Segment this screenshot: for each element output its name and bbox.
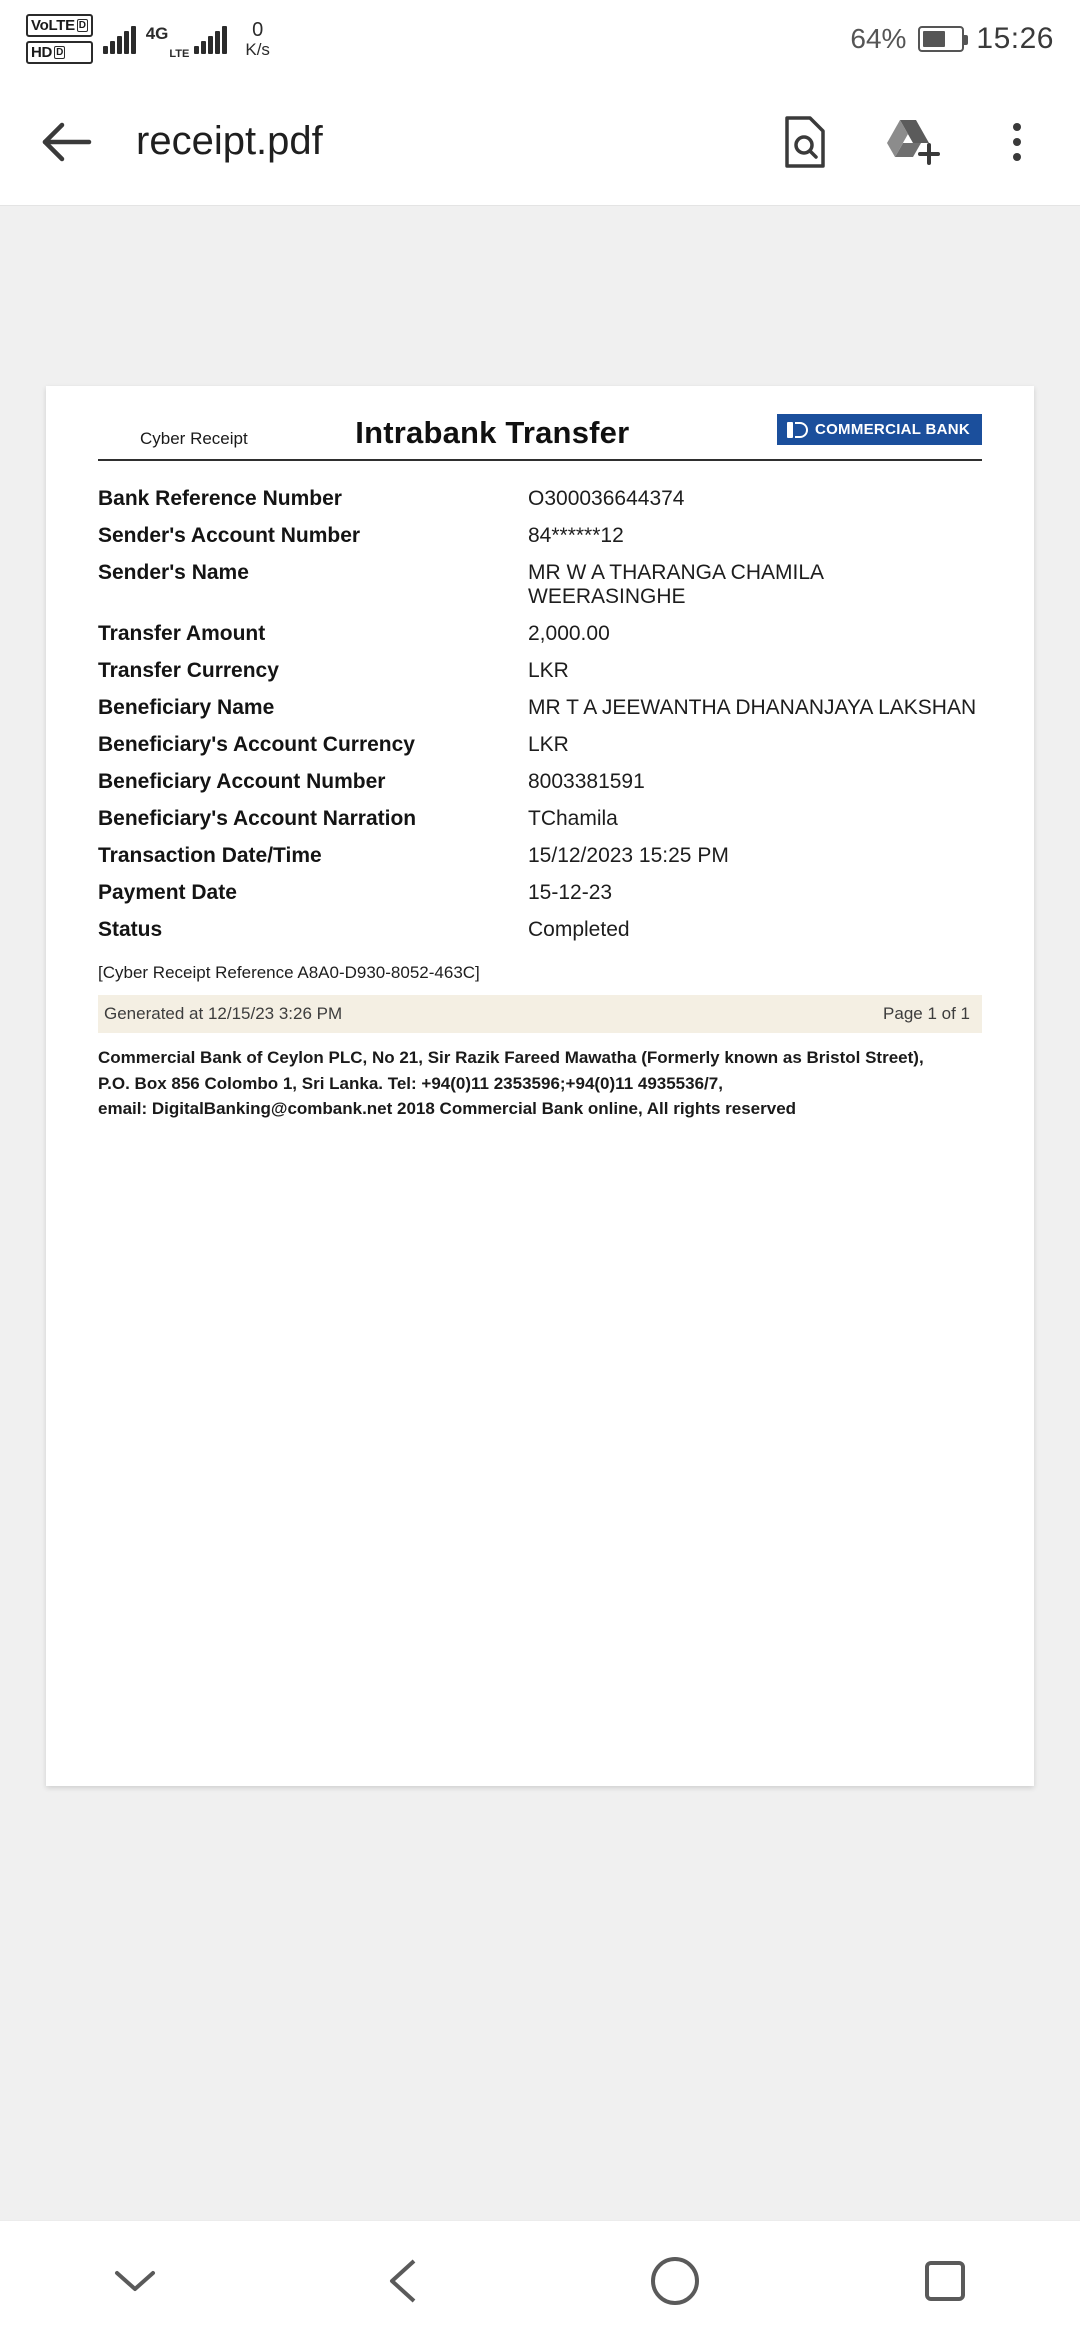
field-label: Status: [98, 918, 163, 941]
field-value: 15-12-23: [528, 881, 613, 904]
page-title: receipt.pdf: [136, 119, 323, 163]
field-label: Transfer Amount: [98, 622, 266, 645]
nav-home-circle-icon[interactable]: [615, 2236, 735, 2326]
commercial-bank-logo: [777, 414, 982, 445]
system-navigation-bar: [0, 2220, 1080, 2340]
volte-icon: [26, 14, 93, 37]
receipt-footer: [98, 1045, 982, 1122]
field-value: 2,000.00: [528, 622, 610, 645]
table-row: [98, 622, 982, 659]
field-value: LKR: [528, 733, 569, 756]
data-speed-value: 0: [252, 18, 264, 41]
hd-sub: D: [56, 47, 63, 58]
cyber-receipt-reference: [Cyber Receipt Reference A8A0-D930-8052-463C]: [98, 963, 480, 982]
status-bar-left: [26, 14, 270, 64]
table-row: [98, 659, 982, 696]
receipt-header: [98, 414, 982, 459]
field-value: 84******12: [528, 524, 624, 547]
pdf-page: [46, 386, 1034, 1786]
hd-icon: [26, 41, 93, 64]
field-label: Beneficiary's Account Narration: [98, 807, 417, 830]
field-label: Bank Reference Number: [98, 487, 342, 510]
table-row: [98, 561, 982, 622]
table-row: [98, 733, 982, 770]
table-row: [98, 770, 982, 807]
field-label: Transaction Date/Time: [98, 844, 322, 867]
app-bar-actions: [776, 113, 1046, 171]
field-value: 15/12/2023 15:25 PM: [528, 844, 729, 867]
field-label: Payment Date: [98, 881, 237, 904]
network-type-label: 4G: [145, 24, 169, 43]
field-value: LKR: [528, 659, 569, 682]
bank-logo-text: COMMERCIAL BANK: [814, 421, 970, 438]
table-row: [98, 696, 982, 733]
status-bar-right: [850, 22, 1054, 56]
battery-percent-label: 64%: [850, 23, 907, 54]
more-options-icon[interactable]: [988, 113, 1046, 171]
signal-bars-sim1-icon: [103, 24, 136, 54]
field-label: Beneficiary Account Number: [98, 770, 386, 793]
field-label: Beneficiary Name: [98, 696, 275, 719]
nav-back-triangle-icon[interactable]: [345, 2236, 465, 2326]
drive-add-icon[interactable]: [882, 113, 940, 171]
network-subtype-label: LTE: [169, 48, 190, 60]
receipt-fields-table: [98, 487, 982, 955]
field-value: O300036644374: [528, 487, 685, 510]
app-bar: [0, 78, 1080, 206]
table-row: [98, 881, 982, 918]
field-label: Beneficiary's Account Currency: [98, 733, 415, 756]
clock-label: 15:26: [976, 22, 1054, 55]
data-speed-unit: K/s: [245, 39, 270, 59]
nav-recents-square-icon[interactable]: [885, 2236, 1005, 2326]
bank-logo-mark-icon: [787, 422, 808, 438]
field-label: Sender's Account Number: [98, 524, 361, 547]
back-arrow-icon[interactable]: [34, 110, 98, 174]
header-divider: [98, 459, 982, 461]
receipt-title: Intrabank Transfer: [355, 415, 630, 450]
field-value: MR W A THARANGA CHAMILA WEERASINGHE: [528, 561, 823, 608]
footer-line-3: email: DigitalBanking@combank.net 2018 Commercial Bank online, All rights reserved: [98, 1099, 797, 1118]
field-value: Completed: [528, 918, 630, 941]
pdf-viewport[interactable]: [0, 206, 1080, 2220]
chevron-down-icon[interactable]: [75, 2236, 195, 2326]
generated-at-label: Generated at 12/15/23 3:26 PM: [104, 1004, 343, 1023]
network-badges: [26, 14, 93, 64]
battery-icon: [918, 26, 964, 52]
table-row: [98, 918, 982, 955]
generated-bar: [98, 995, 982, 1033]
volte-sub: D: [78, 20, 86, 31]
field-value: MR T A JEEWANTHA DHANANJAYA LAKSHAN: [528, 696, 977, 719]
status-bar: [0, 0, 1080, 78]
hd-label: HD: [31, 44, 53, 61]
field-value: 8003381591: [528, 770, 645, 793]
volte-label: VoLTE: [31, 17, 75, 34]
table-row: [98, 807, 982, 844]
table-row: [98, 487, 982, 524]
table-row: [98, 844, 982, 881]
table-row: [98, 524, 982, 561]
footer-line-1: Commercial Bank of Ceylon PLC, No 21, Sir Razik Fareed Mawatha (Formerly known as Bristol Street),: [98, 1048, 924, 1067]
footer-line-2: P.O. Box 856 Colombo 1, Sri Lanka. Tel: +94(0)11 2353596;+94(0)11 4935536/7,: [98, 1073, 723, 1093]
signal-bars-sim2-icon: [145, 24, 228, 60]
field-value: TChamila: [528, 807, 618, 830]
document-search-icon[interactable]: [776, 113, 834, 171]
field-label: Transfer Currency: [98, 659, 279, 682]
field-label: Sender's Name: [98, 561, 249, 584]
cyber-receipt-label: Cyber Receipt: [140, 429, 248, 448]
data-speed-indicator: [245, 20, 270, 59]
page-indicator: Page 1 of 1: [883, 1004, 970, 1023]
